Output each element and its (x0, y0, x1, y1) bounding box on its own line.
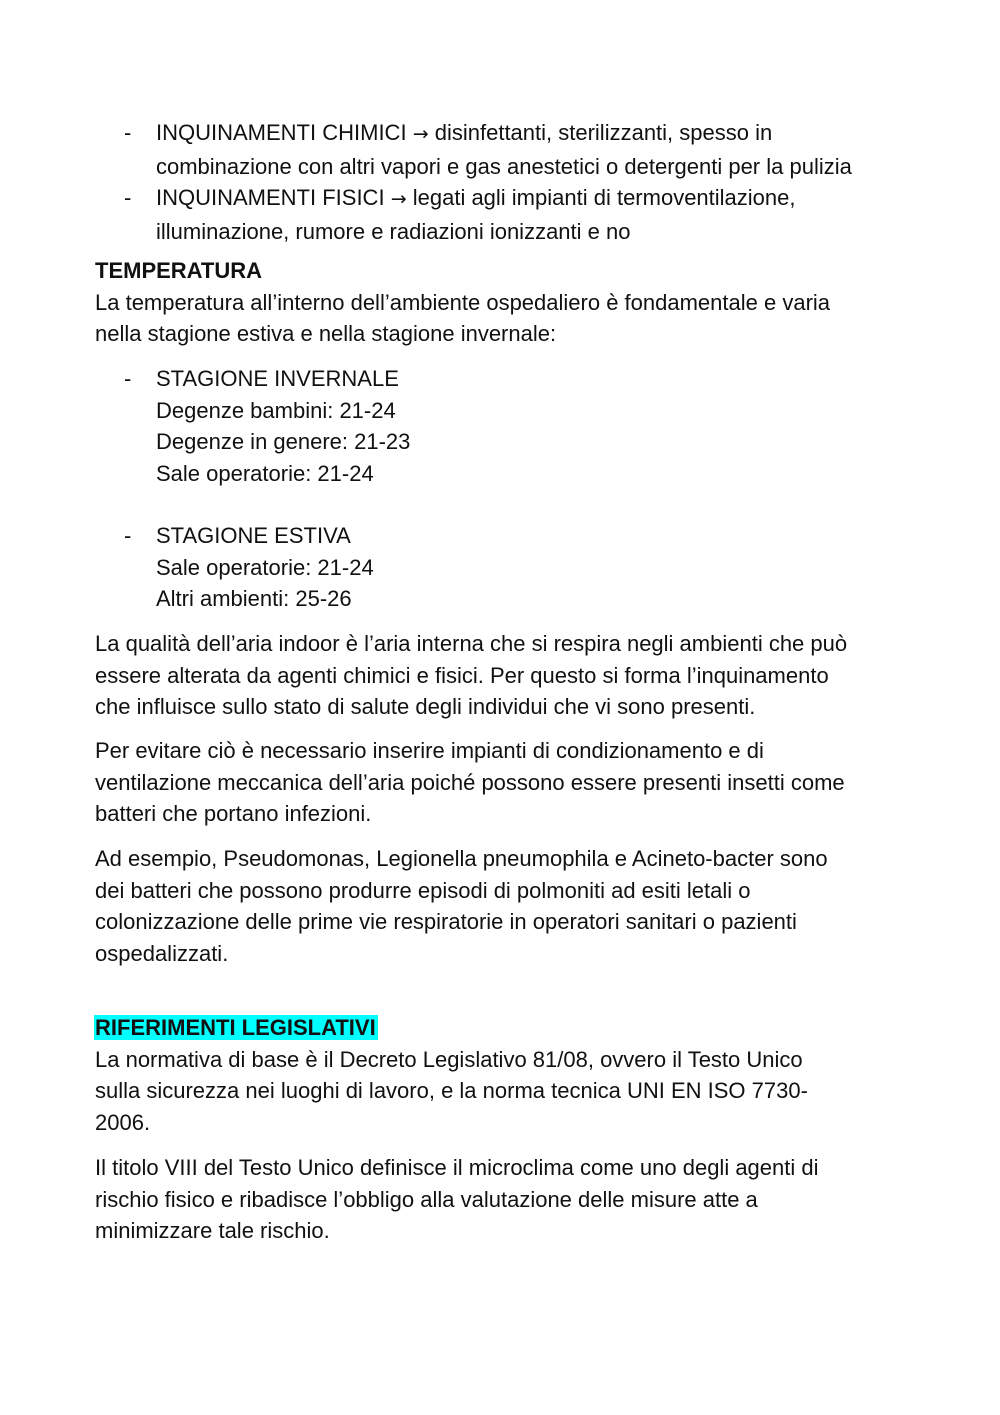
season-item: Sale operatorie: 21-24 (156, 460, 374, 486)
season-list (95, 520, 935, 615)
list-item (95, 182, 935, 247)
list-item-line: combinazione con altri vapori e gas anestetici o detergenti per la pulizia (156, 153, 852, 179)
season-item: Degenze bambini: 21-24 (156, 397, 396, 423)
season-item: Altri ambienti: 25-26 (156, 586, 352, 611)
pollutant-name: INQUINAMENTI CHIMICI (156, 120, 407, 145)
list-item (95, 363, 935, 489)
riferimenti-section (95, 1012, 935, 1138)
text-line: La qualità dell’aria indoor è l’aria interna che si respira negli ambienti che può (95, 631, 848, 656)
season-item: Sale operatorie: 21-24 (156, 554, 374, 580)
text-line: ospedalizzati. (95, 940, 229, 966)
text-line: nella stagione estiva e nella stagione invernale: (95, 321, 557, 346)
text-line: ventilazione meccanica dell’aria poiché possono essere presenti insetti come (95, 769, 845, 795)
pollutant-description: disinfettanti, sterilizzanti, spesso in (434, 120, 773, 145)
list-dash: - (124, 185, 132, 210)
text-line: rischio fisico e ribadisce l’obbligo alla valutazione delle misure atte a (95, 1186, 758, 1212)
text-line: minimizzare tale rischio. (95, 1218, 330, 1243)
list-item (95, 520, 935, 615)
list-item-line (156, 117, 935, 151)
season-item: Degenze in genere: 21-23 (156, 429, 411, 454)
paragraph (95, 628, 935, 723)
pollutant-name: INQUINAMENTI FISICI (156, 185, 385, 210)
season-title: STAGIONE INVERNALE (156, 366, 399, 391)
paragraph (95, 843, 935, 969)
paragraph (95, 735, 935, 830)
temperatura-section (95, 255, 935, 350)
text-line: essere alterata da agenti chimici e fisici. Per questo si forma l’inquinamento (95, 662, 829, 688)
text-line: batteri che portano infezioni. (95, 801, 372, 826)
text-line: dei batteri che possono produrre episodi di polmoniti ad esiti letali o (95, 877, 751, 903)
text-line: colonizzazione delle prime vie respiratorie in operatori sanitari o pazienti (95, 909, 797, 934)
section-heading: TEMPERATURA (95, 258, 263, 283)
highlighted-heading: RIFERIMENTI LEGISLATIVI (95, 1015, 376, 1040)
text-line: La temperatura all’interno dell’ambiente ospedaliero è fondamentale e varia (95, 289, 831, 315)
text-line: Il titolo VIII del Testo Unico definisce il microclima come uno degli agenti di (95, 1155, 819, 1180)
list-dash: - (124, 120, 132, 145)
list-item (95, 117, 935, 182)
text-line: 2006. (95, 1109, 151, 1135)
text-line: Ad esempio, Pseudomonas, Legionella pneumophila e Acineto-bacter sono (95, 846, 828, 871)
text-line: che influisce sullo stato di salute degli individui che vi sono presenti. (95, 694, 756, 719)
list-dash: - (124, 366, 132, 391)
text-line: Per evitare ciò è necessario inserire impianti di condizionamento e di (95, 738, 764, 763)
text-line: sulla sicurezza nei luoghi di lavoro, e la norma tecnica UNI EN ISO 7730- (95, 1078, 808, 1103)
list-dash: - (124, 523, 132, 548)
season-title: STAGIONE ESTIVA (156, 523, 351, 548)
text-line: La normativa di base è il Decreto Legislativo 81/08, ovvero il Testo Unico (95, 1046, 803, 1072)
list-item-line: illuminazione, rumore e radiazioni ionizzanti e no (156, 218, 631, 244)
list-item-line (156, 182, 935, 216)
paragraph (95, 1152, 935, 1247)
arrow-right-icon: → (390, 188, 407, 210)
season-list (95, 363, 935, 489)
pollutant-description: legati agli impianti di termoventilazione, (412, 185, 796, 210)
section-heading (95, 1012, 935, 1044)
arrow-right-icon: → (412, 123, 429, 145)
pollutants-list (95, 117, 935, 247)
